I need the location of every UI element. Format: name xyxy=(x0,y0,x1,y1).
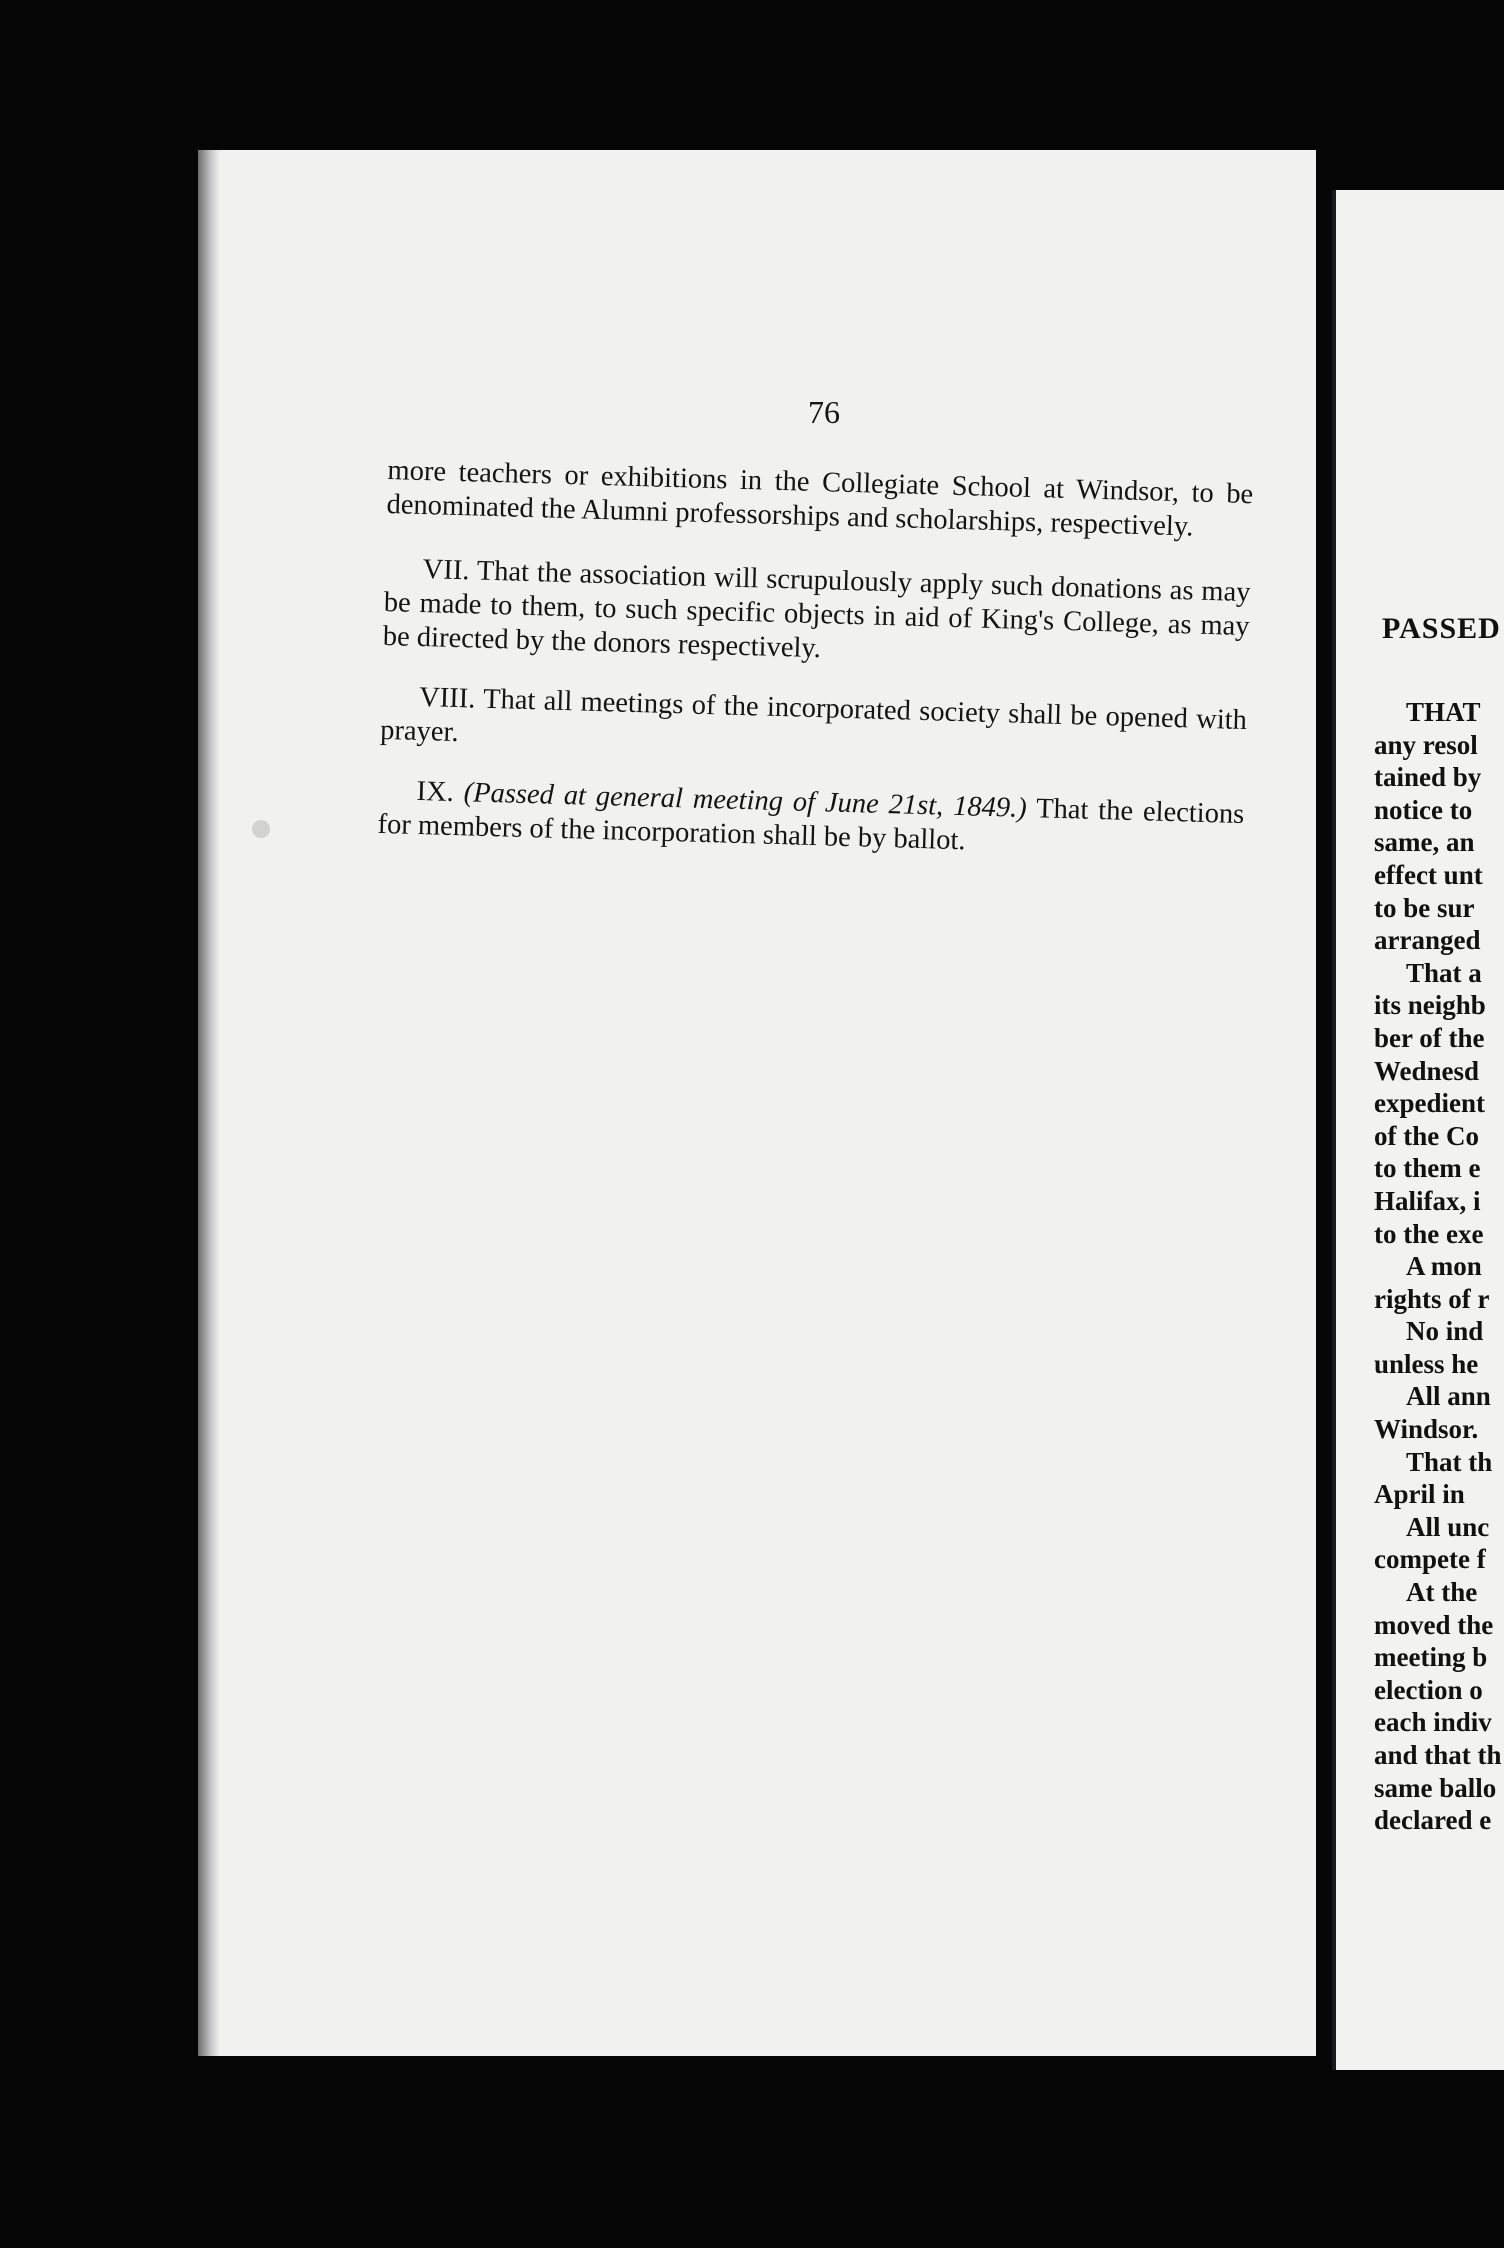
right-page-line: moved the xyxy=(1374,1609,1494,1640)
left-page xyxy=(198,150,1316,2056)
right-page-line: its neighb xyxy=(1374,990,1486,1021)
right-page-line: to be sur xyxy=(1374,892,1475,923)
right-page-line: unless he xyxy=(1374,1348,1479,1379)
right-page-line: A mon xyxy=(1406,1251,1482,1282)
right-page-line: election o xyxy=(1374,1674,1483,1705)
right-page xyxy=(1332,190,1504,2070)
right-page-line: of the Co xyxy=(1374,1120,1479,1151)
right-page-line: declared e xyxy=(1374,1805,1492,1836)
right-page-line: notice to xyxy=(1374,794,1473,825)
right-page-line: to them e xyxy=(1374,1153,1481,1184)
right-page-line: That th xyxy=(1406,1446,1493,1477)
right-page-line: and that th xyxy=(1374,1740,1502,1770)
right-page-line: same ballo xyxy=(1374,1772,1497,1803)
right-page-line: rights of r xyxy=(1374,1283,1490,1314)
section-number-ix: IX. xyxy=(416,775,455,808)
right-page-line: April in xyxy=(1374,1479,1465,1510)
right-page-line: effect unt xyxy=(1374,859,1483,890)
right-page-line: any resol xyxy=(1374,729,1478,760)
section-number-viii: VIII. xyxy=(418,681,476,715)
paragraph-viii xyxy=(380,680,1248,772)
paragraph-vii xyxy=(382,552,1251,678)
right-page-line: That a xyxy=(1406,957,1482,988)
paper-speck xyxy=(252,820,270,838)
right-page-line: ber of the xyxy=(1374,1022,1485,1053)
right-page-line: THAT xyxy=(1406,697,1481,727)
page-number: 76 xyxy=(808,394,840,430)
right-page-line: to the exe xyxy=(1374,1218,1484,1249)
paragraph-vii-text: That the association will scrupulously apply such donations as may be made to them, to such specific objects in aid of King's College, as may be directed by the donors respectively. xyxy=(382,555,1251,665)
right-page-line: tained by xyxy=(1374,762,1482,793)
section-number-vii: VII. xyxy=(422,554,470,587)
right-page-line: each indiv xyxy=(1374,1707,1492,1738)
right-page-line: Wednesd xyxy=(1374,1055,1480,1086)
right-page-line: Windsor. xyxy=(1374,1414,1479,1445)
right-page-line: Halifax, i xyxy=(1374,1185,1481,1216)
paragraph-ix-text: That the elections for members of the incorporation shall be by ballot. xyxy=(377,793,1245,857)
paragraph-ix xyxy=(377,774,1245,866)
right-page-line: arranged xyxy=(1374,925,1481,956)
body-text xyxy=(376,454,1253,892)
right-page-line: All ann xyxy=(1406,1381,1491,1412)
right-page-line: meeting b xyxy=(1374,1642,1488,1673)
right-page-heading: PASSED xyxy=(1382,612,1501,645)
paragraph-viii-text: That all meetings of the incorporated society shall be opened with prayer. xyxy=(379,683,1248,749)
right-page-line: same, an xyxy=(1374,827,1475,858)
right-page-line: No ind xyxy=(1406,1316,1484,1347)
right-page-line: At the xyxy=(1406,1577,1478,1608)
right-page-line: expedient xyxy=(1374,1088,1485,1119)
paragraph-continuation: more teachers or exhibitions in the Collegiate School at Windsor, to be denominated the Alumni professorships and scholarships, respectively. xyxy=(386,454,1254,543)
right-page-line: All unc xyxy=(1406,1511,1490,1542)
right-page-text xyxy=(1374,696,1504,1837)
paragraph-ix-note: (Passed at general meeting of June 21st, 1849.) xyxy=(463,777,1028,824)
right-page-line: compete f xyxy=(1374,1544,1486,1575)
